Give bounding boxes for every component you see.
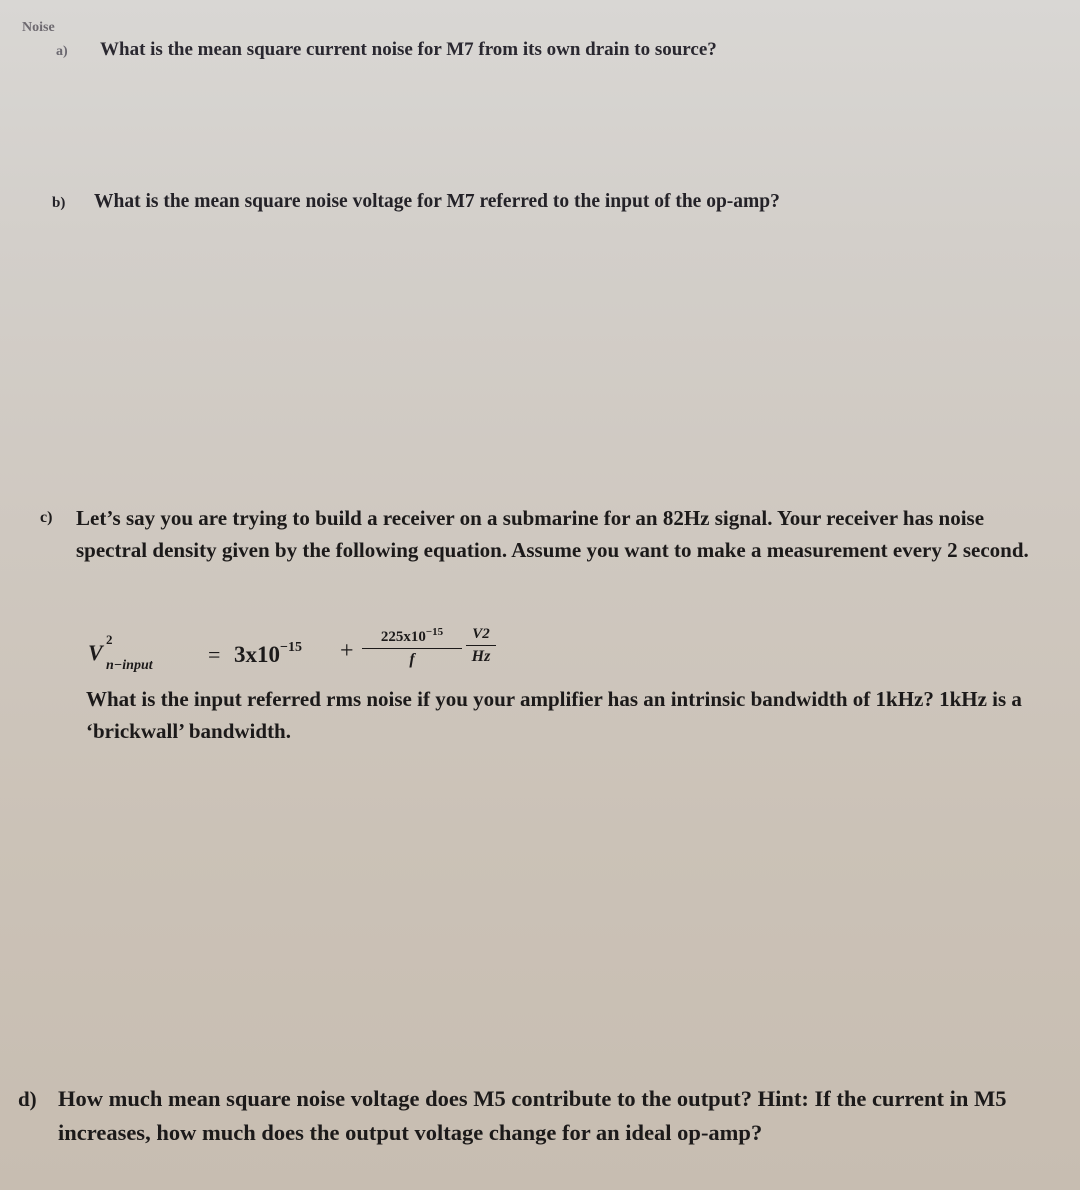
question-d <box>18 1082 1068 1150</box>
equation-unit-denominator: Hz <box>471 648 491 665</box>
equation-lhs-base: V <box>88 640 103 665</box>
equation-numerator-base: 225x10 <box>380 629 426 645</box>
section-heading: Noise <box>22 20 55 35</box>
equation-lhs-subscript: n−input <box>106 658 153 673</box>
equation-denominator: f <box>409 651 415 668</box>
equation-fraction <box>362 626 462 669</box>
fraction-bar <box>362 648 462 649</box>
question-b <box>52 186 780 219</box>
question-b-letter: b) <box>52 195 66 211</box>
equation-plus: + <box>340 638 354 664</box>
equation-constant <box>234 640 302 668</box>
question-b-text: What is the mean square noise voltage for M7 referred to the input of the op-amp? <box>94 191 780 212</box>
question-c-followup: What is the input referred rms noise if you your amplifier has an intrinsic bandwidth of 1kHz? 1kHz is a ‘brickwall’ bandwidth. <box>86 687 1022 743</box>
question-a <box>56 34 717 68</box>
question-a-text: What is the mean square current noise for M7 from its own drain to source? <box>100 39 717 60</box>
question-d-text: How much mean square noise voltage does M5 contribute to the output? Hint: If the current in M5 increases, how much does the output voltage change for an ideal op-amp? <box>58 1086 1007 1145</box>
equation-unit-fraction <box>466 626 496 666</box>
question-c <box>40 502 1050 566</box>
question-a-letter: a) <box>56 44 68 59</box>
unit-fraction-bar <box>466 645 496 646</box>
equation-constant-base: 3x10 <box>234 642 280 667</box>
equation-equals: = <box>208 642 221 667</box>
question-d-letter: d) <box>18 1087 37 1111</box>
equation-lhs <box>88 632 153 673</box>
question-c-text: Let’s say you are trying to build a receiver on a submarine for an 82Hz signal. Your receiver has noise spectral density given by the following equation. Assume you want to make a measurement every 2 second. <box>76 506 1029 562</box>
question-c-letter: c) <box>40 509 53 526</box>
equation-numerator-exponent: −15 <box>425 626 444 638</box>
equation-numerator <box>362 626 462 646</box>
noise-density-equation <box>86 624 506 680</box>
equation-lhs-exponent: 2 <box>106 632 113 647</box>
equation-constant-exponent: −15 <box>280 640 302 655</box>
equation-unit-numerator: V2 <box>472 626 490 642</box>
